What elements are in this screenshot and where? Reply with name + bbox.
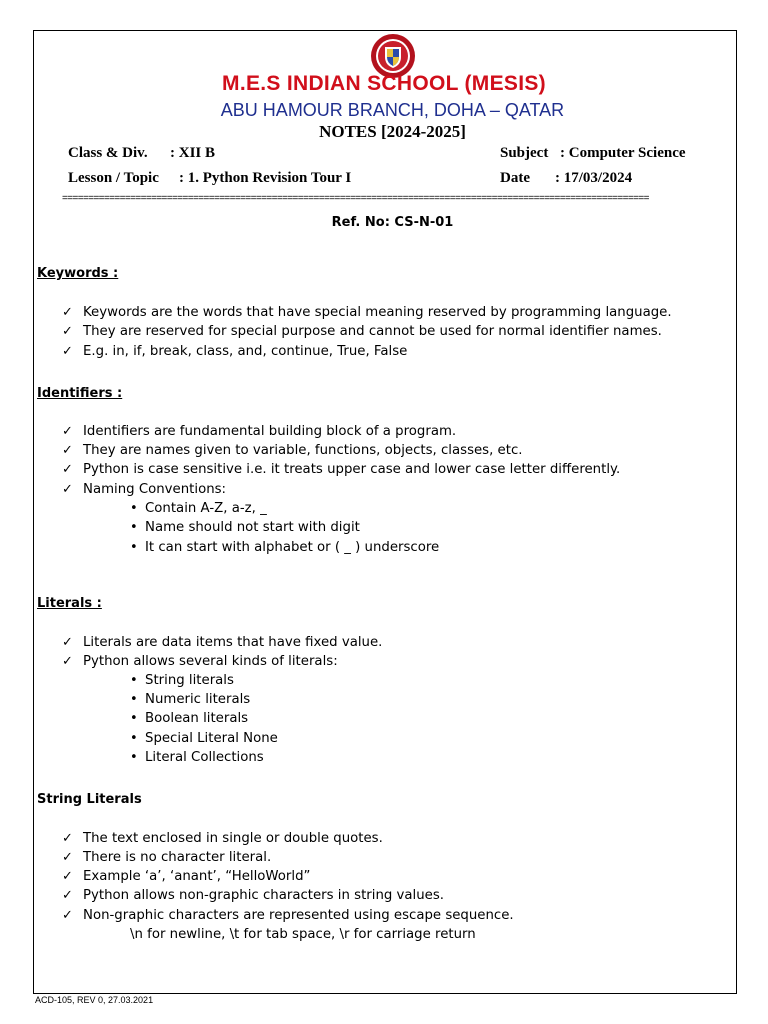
class-label: Class & Div.	[68, 145, 148, 161]
list-item: The text enclosed in single or double quotes.	[83, 831, 383, 846]
bullet-icon: •	[130, 520, 138, 535]
check-icon: ✓	[62, 424, 73, 439]
list-item: Python allows several kinds of literals:	[83, 654, 338, 669]
bullet-icon: •	[130, 750, 138, 765]
sub-list-item: It can start with alphabet or ( _ ) underscore	[145, 540, 440, 555]
bullet-icon: •	[130, 692, 138, 707]
list-item: Non-graphic characters are represented using escape sequence.	[83, 908, 514, 923]
list-item: They are names given to variable, functions, objects, classes, etc.	[83, 443, 523, 458]
separator-line: ================================================================================================================	[62, 194, 649, 204]
subject-value: : Computer Science	[560, 145, 686, 161]
identifiers-heading: Identifiers :	[37, 386, 123, 401]
list-item: Python is case sensitive i.e. it treats upper case and lower case letter differently.	[83, 462, 621, 477]
bullet-icon: •	[130, 540, 138, 555]
sub-list-item: Boolean literals	[145, 711, 249, 726]
list-item: Example ‘a’, ‘anant’, “HelloWorld”	[83, 869, 311, 884]
list-item: Identifiers are fundamental building block of a program.	[83, 424, 457, 439]
check-icon: ✓	[62, 462, 73, 477]
check-icon: ✓	[62, 888, 73, 903]
sub-list-item: Numeric literals	[145, 692, 251, 707]
branch-name: ABU HAMOUR BRANCH, DOHA – QATAR	[220, 100, 565, 120]
date-label: Date	[500, 170, 530, 186]
list-item: They are reserved for special purpose and cannot be used for normal identifier names.	[83, 324, 662, 339]
check-icon: ✓	[62, 831, 73, 846]
check-icon: ✓	[62, 482, 73, 497]
keywords-heading: Keywords :	[37, 266, 119, 281]
class-value: : XII B	[170, 145, 216, 161]
bullet-icon: •	[130, 673, 138, 688]
check-icon: ✓	[62, 443, 73, 458]
list-item: Naming Conventions:	[83, 482, 227, 497]
check-icon: ✓	[62, 305, 73, 320]
school-name: M.E.S INDIAN SCHOOL (MESIS)	[222, 72, 546, 95]
check-icon: ✓	[62, 908, 73, 923]
sub-list-item: Name should not start with digit	[145, 520, 360, 535]
list-item: Python allows non-graphic characters in string values.	[83, 888, 445, 903]
lesson-label: Lesson / Topic	[68, 170, 159, 186]
footer-revision: ACD-105, REV 0, 27.03.2021	[35, 995, 154, 1005]
check-icon: ✓	[62, 635, 73, 650]
bullet-icon: •	[130, 711, 138, 726]
sub-list-item: Literal Collections	[145, 750, 264, 765]
check-icon: ✓	[62, 654, 73, 669]
bullet-icon: •	[130, 731, 138, 746]
notes-title: NOTES [2024-2025]	[319, 122, 466, 141]
check-icon: ✓	[62, 344, 73, 359]
list-item: There is no character literal.	[83, 850, 272, 865]
date-value: : 17/03/2024	[555, 170, 633, 186]
subject-label: Subject	[500, 145, 549, 161]
check-icon: ✓	[62, 869, 73, 884]
literals-heading: Literals :	[37, 596, 102, 611]
string-literals-heading: String Literals	[37, 792, 142, 807]
list-item: Keywords are the words that have special meaning reserved by programming language.	[83, 305, 672, 320]
ref-number: Ref. No: CS-N-01	[331, 215, 454, 230]
escape-sequence-line: \n for newline, \t for tab space, \r for carriage return	[130, 927, 476, 942]
sub-list-item: String literals	[145, 673, 234, 688]
list-item: E.g. in, if, break, class, and, continue, True, False	[83, 344, 408, 359]
list-item: Literals are data items that have fixed value.	[83, 635, 383, 650]
sub-list-item: Special Literal None	[145, 731, 278, 746]
check-icon: ✓	[62, 850, 73, 865]
bullet-icon: •	[130, 501, 138, 516]
check-icon: ✓	[62, 324, 73, 339]
lesson-value: : 1. Python Revision Tour I	[179, 170, 352, 186]
sub-list-item: Contain A-Z, a-z, _	[145, 501, 267, 516]
